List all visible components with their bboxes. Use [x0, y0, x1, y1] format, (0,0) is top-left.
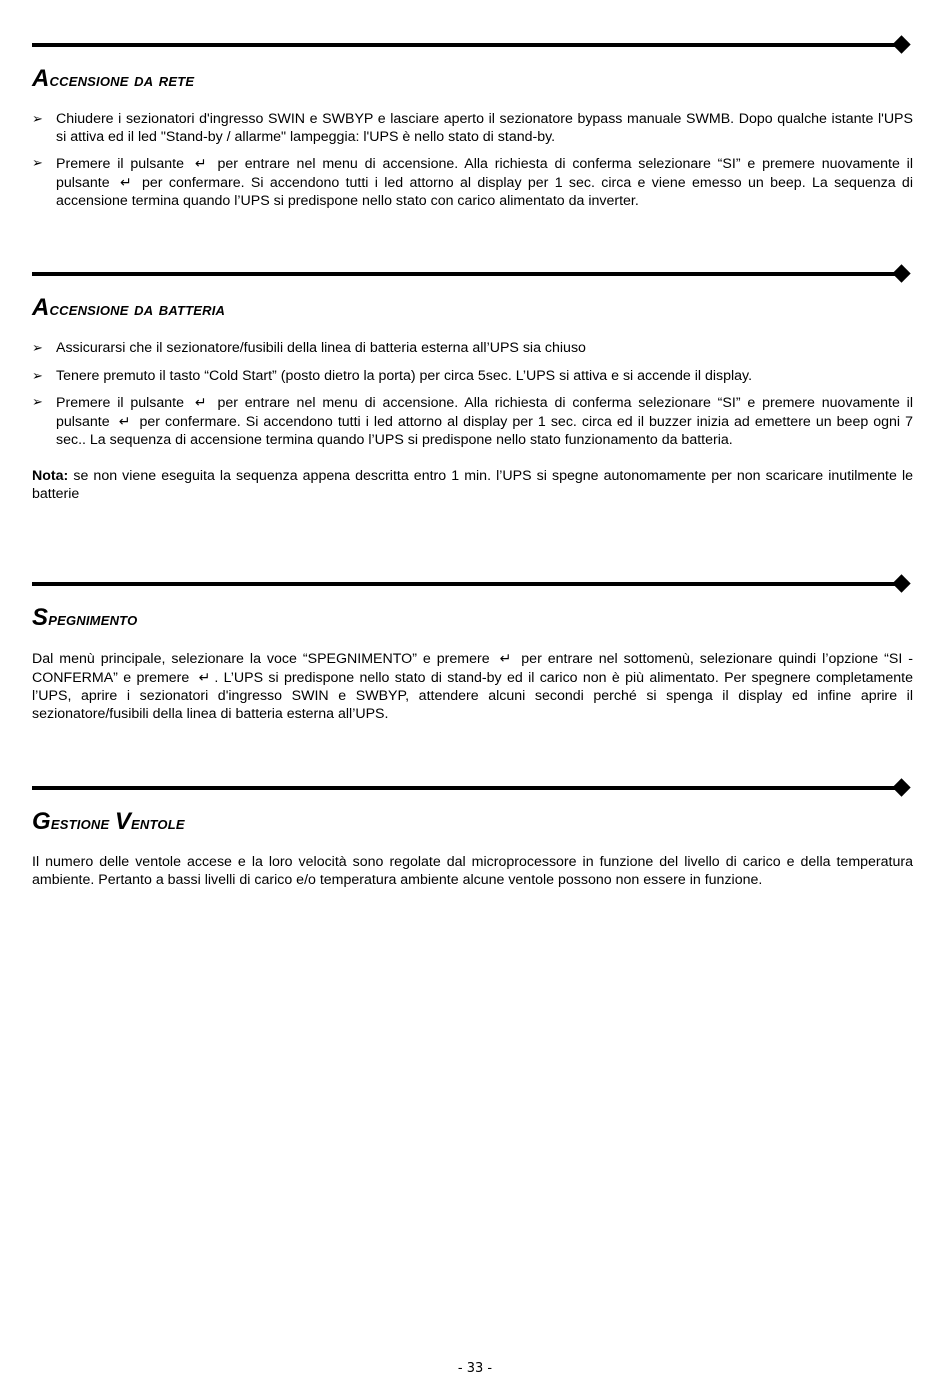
section-title: Accensione da batteria [32, 294, 226, 321]
section-accensione-da-rete [32, 38, 913, 218]
list-item: ➢ Premere il pulsante ↵ per entrare nel menu di accensione. Alla richiesta di conferma selezionare “SI” e premere nuovamente il pulsante ↵ per confermare. Si accendono tutti i led attorno al display per 1 sec. circa ed il buzzer inizia ad emettere un beep ogni 7 sec.. La sequenza di accensione termina quando l’UPS si predispone nello stato funzionamento da batteria. [32, 394, 914, 448]
arrowhead-bullet-icon: ➢ [32, 368, 43, 383]
enter-key-icon: ↵ [499, 650, 512, 666]
section-title: Spegnimento [32, 604, 138, 631]
note-label: Nota: [32, 468, 69, 484]
enter-key-icon: ↵ [118, 413, 131, 429]
list-item: ➢ Assicurarsi che il sezionatore/fusibili della linea di batteria esterna all’UPS sia chiuso [32, 340, 586, 356]
divider-line [32, 272, 901, 276]
diamond-icon [892, 264, 910, 282]
arrowhead-bullet-icon: ➢ [32, 394, 43, 409]
body-paragraph: Dal menù principale, selezionare la voce “SPEGNIMENTO” e premere ↵ per entrare nel sottomenù, selezionare quindi l’opzione “SI - CONFERMA” e premere ↵ . L’UPS si predispone nello stato di stand-by ed il carico non è più alimentato. Per spegnere completamente l’UPS, aprire i sezionatori d'ingresso SWIN e SWBYP, attendere alcuni secondi perché si spenga il display ed infine aprire il sezionatore/fusibili della linea di batteria esterna all’UPS. [32, 650, 913, 722]
note-paragraph: Nota: se non viene eseguita la sequenza appena descritta entro 1 min. l’UPS si spegne autonomamente per non scaricare inutilmente le batterie [32, 468, 913, 502]
section-spegnimento [32, 577, 913, 723]
arrowhead-bullet-icon: ➢ [32, 340, 43, 355]
section-title: Accensione da rete [32, 65, 195, 92]
enter-key-icon: ↵ [119, 174, 132, 190]
section-divider [32, 781, 913, 795]
arrowhead-bullet-icon: ➢ [32, 111, 43, 126]
section-accensione-da-batteria [32, 267, 913, 503]
section-divider [32, 267, 913, 281]
body-paragraph: Il numero delle ventole accese e la loro velocità sono regolate dal microprocessore in funzione del livello di carico e della temperatura ambiente. Pertanto a bassi livelli di carico e/o temperatura ambiente alcune ventole possono non essere in funzione. [32, 854, 913, 888]
list-item: ➢ Premere il pulsante ↵ per entrare nel menu di accensione. Alla richiesta di conferma selezionare “SI” e premere nuovamente il pulsante ↵ per confermare. Si accendono tutti i led attorno al display per 1 sec. circa e viene emesso un beep. La sequenza di accensione termina quando l’UPS si predispone nello stato con carico alimentato da inverter. [32, 155, 913, 209]
divider-line [32, 786, 901, 790]
page-number: - 33 - [457, 1361, 493, 1376]
enter-key-icon: ↵ [194, 155, 207, 171]
diamond-icon [892, 35, 910, 53]
diamond-icon [892, 574, 910, 592]
instruction-list [32, 339, 913, 449]
divider-line [32, 43, 901, 47]
list-item: ➢ Tenere premuto il tasto “Cold Start” (posto dietro la porta) per circa 5sec. L’UPS si attiva e si accende il display. [32, 368, 753, 384]
section-divider [32, 577, 913, 591]
list-item: ➢ Chiudere i sezionatori d'ingresso SWIN e SWBYP e lasciare aperto il sezionatore bypass manuale SWMB. Dopo qualche istante l'UPS si attiva ed il led "Stand-by / allarme" lampeggia: l'UPS è nello stato di stand-by. [32, 111, 913, 145]
diamond-icon [892, 778, 910, 796]
divider-line [32, 582, 901, 586]
arrowhead-bullet-icon: ➢ [32, 155, 43, 170]
section-gestione-ventole [32, 781, 913, 889]
instruction-list [32, 110, 913, 210]
enter-key-icon: ↵ [194, 394, 207, 410]
section-divider [32, 38, 913, 52]
section-title: Gestione Ventole [32, 808, 185, 835]
enter-key-icon: ↵ [198, 669, 211, 685]
